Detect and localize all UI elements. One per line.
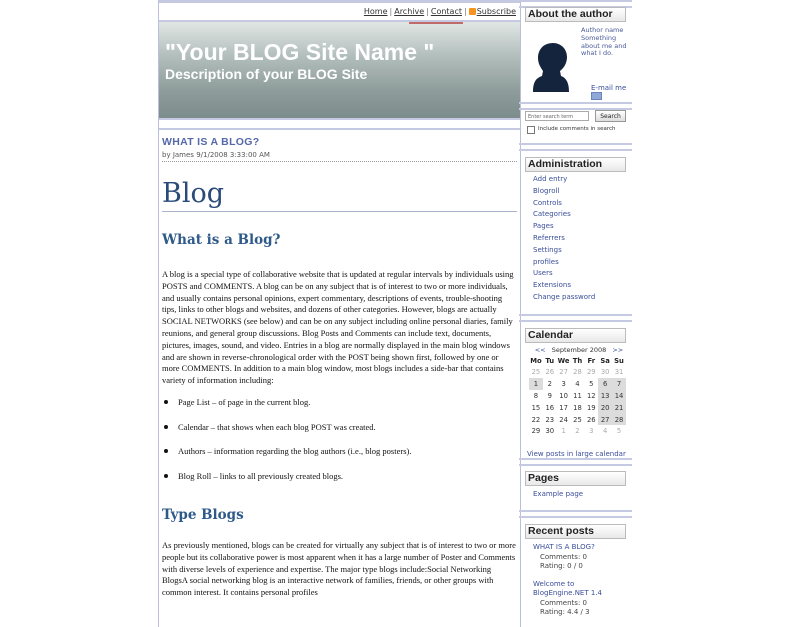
calendar-day: 11	[573, 391, 582, 400]
widget-divider	[519, 314, 632, 322]
calendar-day: 5	[616, 427, 622, 436]
calendar-day: 23	[545, 415, 555, 424]
calendar-day: 4	[575, 379, 580, 388]
list-item	[162, 422, 517, 447]
email-me-link[interactable]: E-mail me	[591, 84, 627, 92]
calendar-day: 15	[531, 403, 541, 412]
calendar-day: 2	[547, 379, 552, 388]
calendar-day: 25	[573, 415, 582, 424]
calendar-day: 2	[575, 427, 580, 436]
calendar	[529, 345, 629, 437]
recent-post-link[interactable]: Welcome to BlogEngine.NET 1.4	[533, 579, 602, 597]
recent-posts-list	[533, 543, 628, 618]
admin-item-referrers[interactable]: Referrers	[533, 233, 565, 242]
calendar-day: 19	[586, 403, 596, 412]
widget-divider	[519, 458, 632, 466]
calendar-week-row	[529, 390, 626, 402]
calendar-day-header: Sa	[600, 356, 610, 365]
calendar-day-header: Tu	[545, 356, 555, 365]
calendar-day: 3	[561, 379, 566, 388]
calendar-day: 9	[547, 391, 552, 400]
admin-widget-title: Administration	[525, 157, 626, 172]
nav-home-link[interactable]: Home	[363, 7, 388, 16]
post-heading-type-blogs: Type Blogs	[162, 507, 244, 524]
site-header	[159, 22, 520, 118]
header-divider	[159, 118, 520, 130]
calendar-day: 6	[598, 378, 612, 390]
pages-widget-title: Pages	[525, 471, 626, 486]
admin-item-blogroll[interactable]: Blogroll	[533, 186, 560, 195]
calendar-grid	[529, 355, 626, 437]
calendar-day-header: Fr	[587, 356, 596, 365]
admin-item-settings[interactable]: Settings	[533, 245, 562, 254]
post-heading-blog: Blog	[162, 178, 517, 212]
admin-item-pages[interactable]: Pages	[533, 222, 554, 231]
calendar-day-header: Su	[614, 356, 624, 365]
post-date: 9/1/2008 3:33:00 AM	[196, 151, 270, 159]
calendar-day: 20	[598, 402, 612, 414]
author-description: Author name Something about me and what I do.	[581, 26, 627, 58]
calendar-day: 8	[533, 391, 539, 400]
calendar-day: 25	[531, 367, 541, 376]
calendar-day: 30	[600, 367, 610, 376]
calendar-day: 4	[602, 427, 608, 436]
list-item-text: Calendar – that shows when each blog POST was created.	[178, 421, 376, 432]
list-item-text: Page List – of page in the current blog.	[178, 397, 311, 408]
post-author-link[interactable]: James	[172, 151, 194, 159]
calendar-day: 1	[561, 427, 566, 436]
post-bullet-list	[162, 397, 517, 495]
calendar-widget-title: Calendar	[525, 328, 626, 343]
calendar-day-header: We	[557, 356, 570, 365]
calendar-day: 27	[598, 414, 612, 426]
calendar-day: 24	[559, 415, 568, 424]
calendar-day: 12	[586, 391, 596, 400]
nav-subscribe-link[interactable]: Subscribe	[476, 7, 516, 16]
author-avatar-icon	[533, 40, 573, 92]
calendar-week-row	[529, 366, 626, 378]
page-link-example[interactable]: Example page	[533, 490, 584, 498]
widget-divider	[519, 102, 632, 110]
large-calendar-link[interactable]: View posts in large calendar	[527, 450, 626, 458]
nav-archive-link[interactable]: Archive	[394, 7, 425, 16]
post-title[interactable]: WHAT IS A BLOG?	[162, 136, 260, 148]
bullet-icon	[164, 474, 168, 478]
calendar-week-row	[529, 414, 626, 426]
about-widget-title: About the author	[525, 7, 626, 22]
admin-menu	[533, 174, 595, 304]
calendar-prev-link[interactable]: <<	[534, 346, 546, 354]
admin-item-categories[interactable]: Categories	[533, 210, 571, 219]
admin-item-add-entry[interactable]: Add entry	[533, 175, 568, 183]
nav-contact-link[interactable]: Contact	[430, 7, 462, 16]
admin-item-change-password[interactable]: Change password	[533, 292, 596, 301]
site-description: Description of your BLOG Site	[165, 66, 368, 82]
calendar-day: 29	[531, 427, 541, 436]
calendar-day: 7	[612, 378, 626, 390]
nav-separator: |	[426, 7, 429, 16]
post	[162, 136, 517, 599]
recent-post-rating: Rating: 4.4 / 3	[540, 608, 590, 616]
calendar-day: 29	[586, 367, 596, 376]
post-meta	[162, 151, 517, 162]
post-paragraph: As previously mentioned, blogs can be created for virtually any subject that is of interest to two or more people but its collaborative power is most apparent when it has a large number of Poster and Comments with diverse levels of experience and expertise. The major type blogs include:Social Networking BlogsA social networking blog is an interactive network of families, friends, or other groups with common interest. It contains personal profiles	[162, 540, 516, 598]
header-accent-line	[409, 22, 463, 24]
list-item	[162, 397, 517, 422]
calendar-next-link[interactable]: >>	[612, 346, 624, 354]
calendar-week-row	[529, 425, 626, 437]
calendar-day: 10	[559, 391, 568, 400]
calendar-day: 27	[559, 367, 568, 376]
calendar-week-row	[529, 378, 626, 390]
list-item-text: Authors – information regarding the blog authors (i.e., blog posters).	[178, 446, 412, 457]
calendar-day: 30	[545, 427, 555, 436]
list-item-text: Blog Roll – links to all previously created blogs.	[178, 470, 344, 481]
calendar-day-header: Th	[572, 356, 583, 365]
calendar-day-with-post[interactable]: 1	[529, 378, 543, 390]
calendar-week-row	[529, 402, 626, 414]
calendar-day: 31	[614, 367, 624, 376]
calendar-day: 18	[573, 403, 582, 412]
recent-post-rating: Rating: 0 / 0	[540, 562, 583, 570]
include-comments-label: Include comments in search	[538, 126, 616, 132]
include-comments-checkbox[interactable]	[527, 126, 535, 134]
post-paragraph: A blog is a special type of collaborative website that is updated at regular intervals by individuals using POSTS and COMMENTS. A blog can be on any subject that is of interest to two or more individuals, and usually contains personal opinions, expert commentary, descriptions of events, trouble-shooting tips, links to other blogs and websites, and dozens of other categories. However, blogs are actually SOCIAL NETWORKS (see below) and can be on any subject including online personal diaries, family reunions, and general group discussions. Blog Posts and Comments can include text, documents, pictures, images, sound, and video. Entries in a blog are normally displayed in the main blog windows and are shown in reverse-chronological order with the POST being shown first, followed by one or more COMMENTS. In addition to a main blog window, most blogs includes a side-bar that contains variety of information including:	[162, 269, 514, 386]
recent-post-comments: Comments: 0	[540, 552, 587, 561]
calendar-day: 22	[531, 415, 541, 424]
rss-icon[interactable]	[469, 8, 476, 15]
recent-posts-widget-title: Recent posts	[525, 524, 626, 539]
post-meta-by: by	[162, 151, 171, 159]
calendar-day: 13	[598, 390, 612, 402]
calendar-day: 16	[545, 403, 555, 412]
sidebar	[519, 0, 632, 627]
widget-divider	[519, 143, 632, 151]
calendar-nav	[529, 345, 629, 355]
admin-item-controls[interactable]: Controls	[533, 198, 562, 207]
recent-post-link[interactable]: WHAT IS A BLOG?	[533, 543, 595, 551]
list-item	[162, 471, 517, 496]
calendar-day: 17	[559, 403, 568, 412]
search-input[interactable]: Enter search term	[525, 111, 589, 121]
calendar-day: 3	[589, 427, 594, 436]
calendar-day: 28	[612, 414, 626, 426]
calendar-day: 26	[545, 367, 555, 376]
calendar-month: September 2008	[551, 346, 607, 354]
calendar-day: 14	[612, 390, 626, 402]
admin-item-users[interactable]: Users	[533, 269, 553, 278]
calendar-day: 26	[586, 415, 596, 424]
admin-item-profiles[interactable]: profiles	[533, 257, 559, 266]
bullet-icon	[164, 400, 168, 404]
post-heading-what-is-blog: What is a Blog?	[162, 232, 281, 249]
site-title[interactable]: "Your BLOG Site Name "	[165, 39, 435, 65]
top-nav	[364, 7, 516, 16]
nav-separator: |	[389, 7, 393, 16]
widget-divider	[519, 510, 632, 518]
list-item	[162, 446, 517, 471]
bullet-icon	[164, 425, 168, 429]
search-button[interactable]: Search	[595, 110, 626, 122]
nav-separator: |	[463, 7, 467, 16]
admin-item-extensions[interactable]: Extensions	[533, 281, 572, 290]
calendar-day: 5	[589, 379, 594, 388]
calendar-day: 21	[612, 402, 626, 414]
main-column	[158, 0, 521, 627]
recent-post-comments: Comments: 0	[540, 598, 587, 607]
calendar-header-row	[529, 355, 626, 366]
top-bar	[159, 0, 520, 22]
bullet-icon	[164, 449, 168, 453]
calendar-day: 28	[573, 367, 582, 376]
email-icon[interactable]	[591, 92, 602, 100]
calendar-day-header: Mo	[530, 356, 542, 365]
